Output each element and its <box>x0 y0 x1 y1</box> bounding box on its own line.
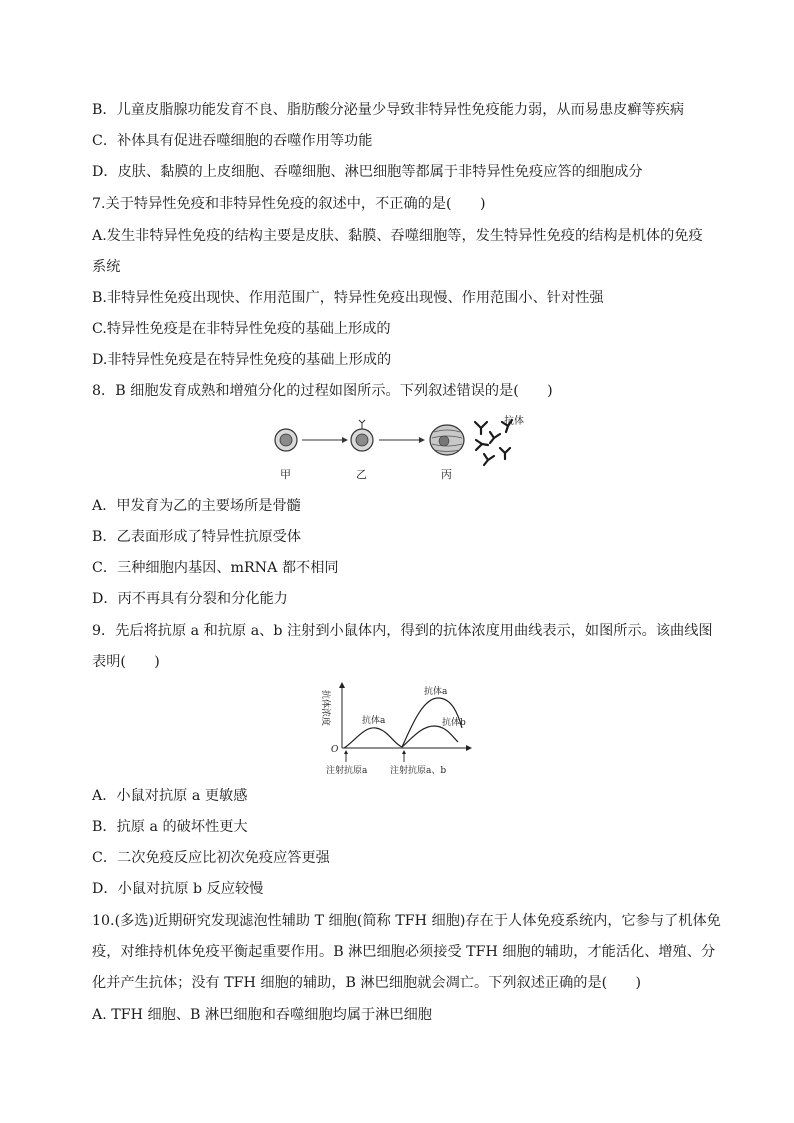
text-line: B．抗原 a 的破坏性更大 <box>92 819 248 835</box>
curve-label-b: 抗体b <box>442 718 466 728</box>
text-line: B．儿童皮脂腺功能发育不良、脂肪酸分泌量少导致非特异性免疫能力弱，从而易患皮癣等疾病 <box>92 102 685 118</box>
text-line: D．小鼠对抗原 b 反应较慢 <box>92 881 264 897</box>
text-line: C.特异性免疫是在非特异性免疫的基础上形成的 <box>92 321 391 337</box>
text-line: C．二次免疫反应比初次免疫应答更强 <box>92 850 330 866</box>
text-line: C．补体具有促进吞噬细胞的吞噬作用等功能 <box>92 133 373 149</box>
text-line: B.非特异性免疫出现快、作用范围广，特异性免疫出现慢、作用范围小、针对性强 <box>92 290 604 306</box>
text-line: A.发生非特异性免疫的结构主要是皮肤、黏膜、吞噬细胞等，发生特异性免疫的结构是机体的免疫 <box>92 228 703 244</box>
text-line: 表明( ) <box>92 654 160 670</box>
origin-label: O <box>331 745 339 755</box>
text-line: A．小鼠对抗原 a 更敏感 <box>92 788 248 804</box>
text-line: D．皮肤、黏膜的上皮细胞、吞噬细胞、淋巴细胞等都属于非特异性免疫应答的细胞成分 <box>92 164 643 180</box>
antibody-curve-chart <box>318 680 488 784</box>
antibody-label: 抗体 <box>504 416 524 427</box>
text-line: 系统 <box>92 259 121 275</box>
text-line: 疫，对维持机体免疫平衡起重要作用。B 淋巴细胞必须接受 TFH 细胞的辅助，才能活化、增殖、分 <box>92 944 716 960</box>
text-line: A. TFH 细胞、B 淋巴细胞和吞噬细胞均属于淋巴细胞 <box>92 1007 432 1023</box>
curve-primary-a <box>344 728 402 748</box>
inject-label-2: 注射抗原a、b <box>390 766 447 776</box>
text-line: B．乙表面形成了特异性抗原受体 <box>92 529 302 545</box>
label-bing: 丙 <box>441 468 452 481</box>
y-axis-label: 抗体浓度 <box>320 690 330 727</box>
curve-label-a1: 抗体a <box>362 716 386 726</box>
receptor <box>359 420 365 429</box>
text-line: D.非特异性免疫是在特异性免疫的基础上形成的 <box>92 352 392 368</box>
text-line: 8．B 细胞发育成熟和增殖分化的过程如图所示。下列叙述错误的是( ) <box>92 383 553 399</box>
text-line: D．丙不再具有分裂和分化能力 <box>92 591 288 607</box>
text-line: 化并产生抗体；没有 TFH 细胞的辅助，B 淋巴细胞就会凋亡。下列叙述正确的是( ) <box>92 975 642 991</box>
text-line: A．甲发育为乙的主要场所是骨髓 <box>92 498 301 514</box>
curve-label-a2: 抗体a <box>424 687 448 697</box>
text-line: 9．先后将抗原 a 和抗原 a、b 注射到小鼠体内，得到的抗体浓度用曲线表示，如图所示。该曲线图 <box>92 623 713 639</box>
b-cell-diagram <box>262 410 542 490</box>
inject-label-1: 注射抗原a <box>326 766 368 776</box>
text-line: C．三种细胞内基因、mRNA 都不相同 <box>92 560 339 576</box>
label-jia: 甲 <box>280 468 291 481</box>
text-line: 10.(多选)近期研究发现滤泡性辅助 T 细胞(简称 TFH 细胞)存在于人体免疫系统内，它参与了机体免 <box>92 913 721 929</box>
label-yi: 乙 <box>356 468 367 481</box>
text-line: 7.关于特异性免疫和非特异性免疫的叙述中，不正确的是( ) <box>92 196 486 212</box>
